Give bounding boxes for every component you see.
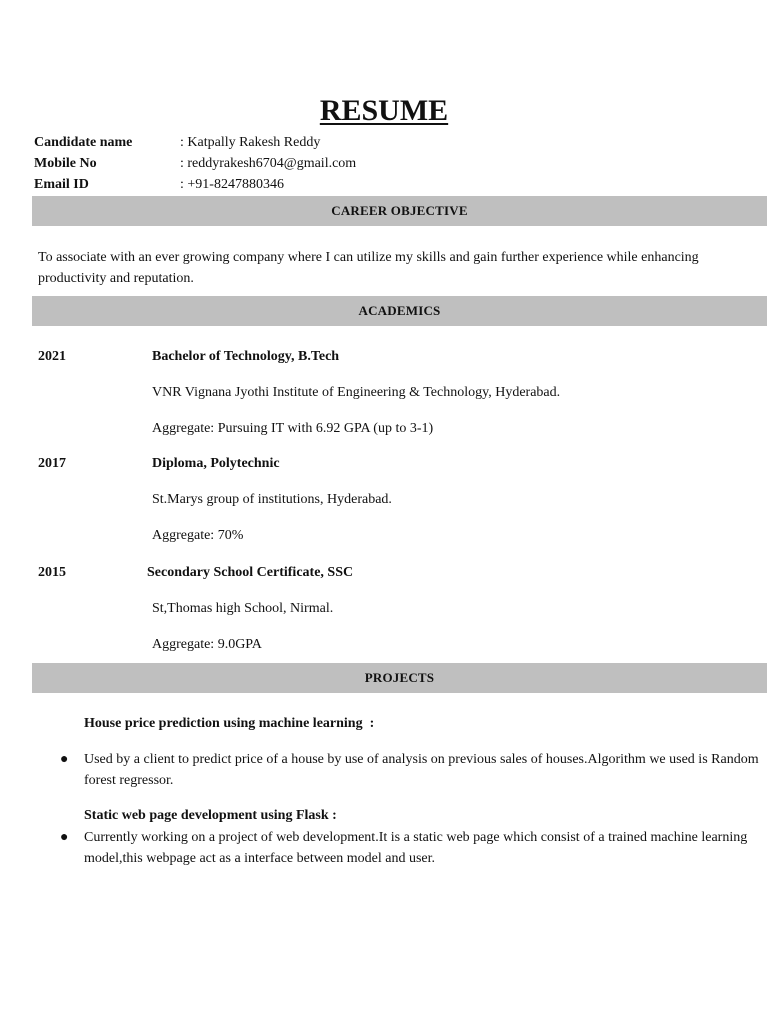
mobile-value: : reddyrakesh6704@gmail.com bbox=[180, 156, 357, 171]
email-label: Email ID bbox=[34, 177, 89, 192]
mobile-label: Mobile No bbox=[34, 156, 97, 171]
email-value: : +91-8247880346 bbox=[180, 177, 284, 192]
academic-institution: St.Marys group of institutions, Hyderabad. bbox=[152, 492, 392, 507]
candidate-name-label: Candidate name bbox=[34, 135, 133, 150]
academic-degree: Diploma, Polytechnic bbox=[152, 456, 280, 471]
academic-institution: St,Thomas high School, Nirmal. bbox=[152, 601, 334, 616]
academic-degree: Secondary School Certificate, SSC bbox=[147, 565, 354, 580]
academic-aggregate: Aggregate: Pursuing IT with 6.92 GPA (up to 3-1) bbox=[152, 421, 434, 436]
academic-institution: VNR Vignana Jyothi Institute of Engineering & Technology, Hyderabad. bbox=[152, 385, 561, 400]
project-description: Used by a client to predict price of a house by use of analysis on previous sales of houses.Algorithm we used is Random forest regressor. bbox=[84, 752, 759, 788]
academic-year: 2021 bbox=[38, 349, 66, 364]
academic-aggregate: Aggregate: 70% bbox=[152, 528, 244, 543]
academic-year: 2015 bbox=[38, 565, 66, 580]
academic-aggregate: Aggregate: 9.0GPA bbox=[152, 637, 262, 652]
academic-year: 2017 bbox=[38, 456, 66, 471]
bullet-icon: ● bbox=[60, 752, 69, 767]
academics-heading: ACADEMICS bbox=[32, 296, 767, 326]
project-title: Static web page development using Flask : bbox=[84, 808, 337, 823]
page-title: RESUME bbox=[319, 94, 449, 127]
candidate-name-value: : Katpally Rakesh Reddy bbox=[180, 135, 321, 150]
project-title: House price prediction using machine learning : bbox=[84, 716, 375, 731]
career-objective-heading: CAREER OBJECTIVE bbox=[32, 196, 767, 226]
bullet-icon: ● bbox=[60, 830, 69, 845]
academic-degree: Bachelor of Technology, B.Tech bbox=[152, 349, 340, 364]
projects-heading: PROJECTS bbox=[32, 663, 767, 693]
career-objective-text: To associate with an ever growing company where I can utilize my skills and gain further experience while enhancing productivity and reputation. bbox=[38, 250, 699, 286]
project-description: Currently working on a project of web development.It is a static web page which consist of a trained machine learning model,this webpage act as a interface between model and user. bbox=[84, 830, 748, 866]
